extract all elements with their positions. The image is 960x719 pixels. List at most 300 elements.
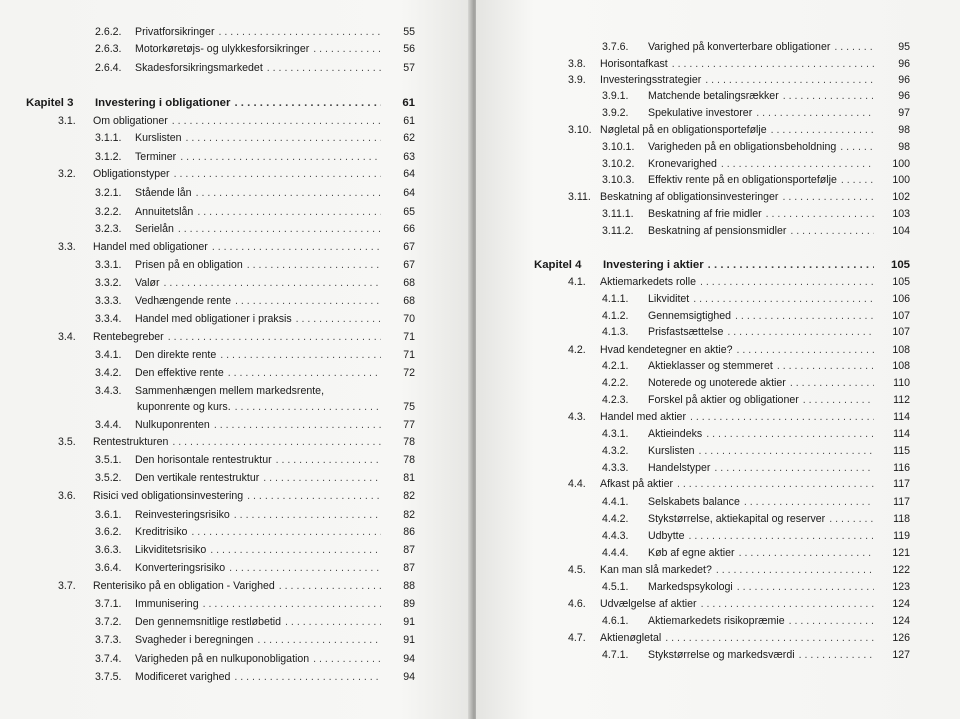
toc-entry-title: Skadesforsikringsmarkedet <box>135 62 263 74</box>
toc-entry-number: 4.7.1. <box>602 649 629 661</box>
toc-page-number: 64 <box>403 187 415 199</box>
toc-entry <box>602 393 910 407</box>
toc-entry <box>602 427 910 441</box>
toc-entry-number: 3.2.2. <box>95 206 122 218</box>
toc-entry <box>568 410 910 424</box>
toc-leader-dots <box>665 631 874 645</box>
toc-entry-title: Beskatning af pensionsmidler <box>648 225 787 237</box>
toc-page-number: 81 <box>403 472 415 484</box>
toc-page-number: 107 <box>892 310 910 322</box>
toc-entry <box>58 330 415 344</box>
toc-entry-title: Kurslisten <box>135 132 182 144</box>
toc-page-number: 77 <box>403 419 415 431</box>
toc-entry <box>568 57 910 71</box>
toc-entry-title: Den effektive rente <box>135 367 224 379</box>
toc-entry-title: Aktieindeks <box>648 428 703 440</box>
toc-entry-title: Rentebegreber <box>93 331 164 343</box>
toc-entry-number: Kapitel 4 <box>534 259 582 271</box>
toc-leader-dots <box>313 652 381 666</box>
toc-entry <box>602 512 910 526</box>
toc-page-number: 103 <box>892 208 910 220</box>
toc-entry <box>95 384 415 398</box>
toc-entry-number: 3.6.3. <box>95 544 122 556</box>
toc-entry <box>95 258 415 272</box>
toc-entry-title: Investering i aktier <box>603 259 704 271</box>
toc-leader-dots <box>180 150 381 164</box>
toc-entry-number: 4.5.1. <box>602 581 629 593</box>
toc-entry <box>568 477 910 491</box>
toc-page-number: 55 <box>403 26 415 38</box>
toc-page-number: 100 <box>892 158 910 170</box>
toc-entry-number: 3.2.1. <box>95 187 122 199</box>
toc-page-number: 72 <box>403 367 415 379</box>
toc-entry-title: Investeringsstrategier <box>600 74 702 86</box>
toc-entry-number: 4.3.3. <box>602 462 629 474</box>
toc-entry-title: Annuitetslån <box>135 206 194 218</box>
toc-leader-dots <box>693 292 874 306</box>
toc-entry-title: Svagheder i beregningen <box>135 634 254 646</box>
toc-entry-title: Prisfastsættelse <box>648 326 724 338</box>
toc-page-number: 118 <box>893 513 910 525</box>
toc-entry <box>602 224 910 238</box>
toc-page-number: 112 <box>893 394 910 406</box>
toc-entry-title: Terminer <box>135 151 177 163</box>
toc-entry-number: 3.4. <box>58 331 76 343</box>
toc-entry-title: Rentestrukturen <box>93 436 169 448</box>
toc-entry-number: 3.10.3. <box>602 174 635 186</box>
toc-leader-dots <box>737 343 874 357</box>
toc-entry <box>602 157 910 171</box>
toc-entry <box>602 529 910 543</box>
toc-entry-number: 3.3. <box>58 241 76 253</box>
toc-entry-number: 4.3.1. <box>602 428 629 440</box>
toc-entry-number: 4.6. <box>568 598 586 610</box>
toc-leader-dots <box>739 546 874 560</box>
toc-entry-number: 3.7.5. <box>95 671 122 683</box>
toc-entry-number: 4.1.3. <box>602 326 629 338</box>
toc-page-number: 108 <box>892 344 910 356</box>
toc-page-number: 122 <box>892 564 910 576</box>
toc-page-number: 94 <box>403 653 415 665</box>
toc-page-number: 71 <box>403 349 415 361</box>
toc-entry-title: Nulkuponrenten <box>135 419 210 431</box>
toc-page-number: 121 <box>892 547 910 559</box>
toc-entry-number: 3.7.4. <box>95 653 122 665</box>
toc-page-number: 91 <box>403 634 415 646</box>
toc-entry-title: Serielån <box>135 223 174 235</box>
toc-page-number: 82 <box>403 509 415 521</box>
toc-entry-title: Hvad kendetegner en aktie? <box>600 344 733 356</box>
toc-entry-number: 3.8. <box>568 58 586 70</box>
toc-page-number: 70 <box>403 313 415 325</box>
toc-page-number: 117 <box>893 496 910 508</box>
toc-entry-number: 4.2. <box>568 344 586 356</box>
toc-entry <box>602 580 910 594</box>
toc-entry-number: 4.5. <box>568 564 586 576</box>
toc-entry <box>602 309 910 323</box>
toc-page-number: 89 <box>403 598 415 610</box>
toc-entry <box>602 546 910 560</box>
toc-leader-dots <box>168 330 381 344</box>
toc-leader-dots <box>257 633 381 647</box>
toc-page-number: 56 <box>403 43 415 55</box>
toc-leader-dots <box>766 207 874 221</box>
toc-entry <box>95 25 415 39</box>
toc-entry <box>602 495 910 509</box>
toc-entry-title: Stykstørrelse og markedsværdi <box>648 649 795 661</box>
toc-leader-dots <box>677 477 874 491</box>
toc-entry-title: Aktieklasser og stemmeret <box>648 360 773 372</box>
toc-page-number: 95 <box>898 41 910 53</box>
toc-leader-dots <box>218 25 381 39</box>
toc-leader-dots <box>172 114 381 128</box>
toc-entry-number: 3.1.2. <box>95 151 122 163</box>
toc-entry-title: Den direkte rente <box>135 349 217 361</box>
toc-entry-title: Renterisiko på en obligation - Varighed <box>93 580 275 592</box>
toc-entry <box>602 140 910 154</box>
toc-page-number: 78 <box>403 454 415 466</box>
toc-entry-title: Kan man slå markedet? <box>600 564 712 576</box>
toc-entry-number: 4.4. <box>568 478 586 490</box>
toc-leader-dots <box>220 348 381 362</box>
toc-entry <box>95 561 415 575</box>
toc-entry-title: Gennemsigtighed <box>648 310 732 322</box>
toc-entry-number: 4.1.2. <box>602 310 629 322</box>
toc-entry-title: Afkast på aktier <box>600 478 674 490</box>
toc-page-number: 66 <box>403 223 415 235</box>
toc-entry-number: 3.10.2. <box>602 158 635 170</box>
toc-entry-number: 3.11. <box>568 191 591 203</box>
toc-page-number: 123 <box>892 581 910 593</box>
toc-entry-number: 4.2.3. <box>602 394 629 406</box>
toc-leader-dots <box>234 96 381 110</box>
toc-entry-number: Kapitel 3 <box>26 97 74 109</box>
toc-entry <box>95 615 415 629</box>
toc-leader-dots <box>799 648 874 662</box>
toc-leader-dots <box>727 325 874 339</box>
toc-entry <box>95 453 415 467</box>
toc-entry-number: 3.7.3. <box>95 634 122 646</box>
toc-entry-number: 3.6.1. <box>95 509 122 521</box>
toc-entry-number: 3.5.2. <box>95 472 122 484</box>
toc-entry-number: 4.6.1. <box>602 615 629 627</box>
toc-entry <box>95 418 415 432</box>
toc-entry <box>568 343 910 357</box>
toc-entry <box>95 42 415 56</box>
toc-entry-number: 3.3.2. <box>95 277 122 289</box>
toc-leader-dots <box>247 258 381 272</box>
toc-entry-title: Selskabets balance <box>648 496 740 508</box>
toc-leader-dots <box>279 579 381 593</box>
toc-page-number: 114 <box>893 411 910 423</box>
toc-leader-dots <box>756 106 874 120</box>
toc-entry-number: 4.4.1. <box>602 496 629 508</box>
toc-entry-title: Kreditrisiko <box>135 526 188 538</box>
toc-page-number: 67 <box>403 259 415 271</box>
toc-entry-title: Valør <box>135 277 160 289</box>
toc-entry-number: 4.7. <box>568 632 586 644</box>
toc-leader-dots <box>744 495 874 509</box>
toc-entry-number: 3.1. <box>58 115 76 127</box>
toc-entry <box>602 89 910 103</box>
toc-entry-number: 4.4.3. <box>602 530 629 542</box>
toc-page-number: 105 <box>890 259 910 271</box>
toc-entry <box>602 292 910 306</box>
toc-entry-title: Matchende betalingsrækker <box>648 90 779 102</box>
toc-entry-title: Handelstyper <box>648 462 711 474</box>
toc-entry <box>95 508 415 522</box>
toc-page-number: 119 <box>893 530 910 542</box>
toc-entry <box>602 461 910 475</box>
toc-entry <box>95 652 415 666</box>
toc-entry-number: 3.7. <box>58 580 76 592</box>
toc-page-number: 124 <box>892 598 910 610</box>
toc-leader-dots <box>191 525 381 539</box>
toc-page-number: 102 <box>892 191 910 203</box>
toc-page-number: 71 <box>403 331 415 343</box>
toc-entry-title: kuponrente og kurs. <box>137 401 231 413</box>
toc-leader-dots <box>700 275 874 289</box>
toc-entry-title: Nøgletal på en obligationsportefølje <box>600 124 767 136</box>
toc-page-number: 61 <box>402 97 415 109</box>
toc-entry-number: 3.5.1. <box>95 454 122 466</box>
toc-entry-number: 3.9.1. <box>602 90 629 102</box>
toc-entry <box>95 186 415 200</box>
toc-page-number: 96 <box>898 74 910 86</box>
toc-entry <box>58 167 415 181</box>
toc-page-number: 57 <box>403 62 415 74</box>
toc-entry <box>137 400 415 414</box>
toc-leader-dots <box>706 427 874 441</box>
toc-entry-number: 3.9.2. <box>602 107 629 119</box>
toc-entry-number: 3.1.1. <box>95 132 122 144</box>
toc-entry-number: 2.6.4. <box>95 62 122 74</box>
toc-entry-number: 3.4.4. <box>95 419 122 431</box>
toc-entry <box>95 131 415 145</box>
toc-page-number: 98 <box>898 124 910 136</box>
toc-entry-number: 3.6.2. <box>95 526 122 538</box>
toc-entry <box>602 106 910 120</box>
toc-entry-title: Likviditet <box>648 293 690 305</box>
toc-page-number: 117 <box>893 478 910 490</box>
toc-page-number: 68 <box>403 295 415 307</box>
toc-leader-dots <box>782 190 874 204</box>
toc-entry-title: Aktiemarkedets risikopræmie <box>648 615 785 627</box>
toc-entry-number: 3.7.2. <box>95 616 122 628</box>
toc-entry-number: 3.10.1. <box>602 141 635 153</box>
toc-entry <box>602 648 910 662</box>
toc-entry-number: 3.4.3. <box>95 385 122 397</box>
toc-entry-title: Kurslisten <box>648 445 695 457</box>
toc-page-number: 98 <box>898 141 910 153</box>
toc-leader-dots <box>699 444 874 458</box>
toc-entry-title: Spekulative investorer <box>648 107 753 119</box>
toc-entry-number: 3.5. <box>58 436 76 448</box>
toc-entry-number: 4.3. <box>568 411 586 423</box>
toc-leader-dots <box>164 276 381 290</box>
toc-page-number: 115 <box>893 445 910 457</box>
toc-entry <box>95 525 415 539</box>
toc-entry-title: Horisontafkast <box>600 58 668 70</box>
toc-leader-dots <box>234 670 381 684</box>
toc-leader-dots <box>214 418 381 432</box>
toc-entry-title: Konverteringsrisiko <box>135 562 226 574</box>
toc-leader-dots <box>267 61 381 75</box>
toc-entry <box>568 123 910 137</box>
toc-leader-dots <box>735 309 874 323</box>
toc-entry-title: Sammenhængen mellem markedsrente, <box>135 385 325 397</box>
toc-leader-dots <box>234 508 381 522</box>
toc-page-number: 104 <box>892 225 910 237</box>
toc-leader-dots <box>178 222 381 236</box>
toc-entry <box>602 444 910 458</box>
toc-entry <box>58 435 415 449</box>
toc-leader-dots <box>803 393 874 407</box>
toc-entry-number: 3.3.1. <box>95 259 122 271</box>
toc-entry-number: 3.11.1. <box>602 208 634 220</box>
toc-entry-title: Handel med obligationer i praksis <box>135 313 292 325</box>
toc-entry-number: 3.6. <box>58 490 76 502</box>
toc-page-number: 91 <box>403 616 415 628</box>
toc-leader-dots <box>228 366 381 380</box>
toc-entry <box>95 633 415 647</box>
toc-entry-number: 4.3.2. <box>602 445 629 457</box>
toc-leader-dots <box>196 186 381 200</box>
toc-entry-title: Køb af egne aktier <box>648 547 735 559</box>
toc-page-number: 105 <box>892 276 910 288</box>
toc-entry <box>568 631 910 645</box>
toc-page-number: 87 <box>403 562 415 574</box>
toc-leader-dots <box>313 42 381 56</box>
toc-entry-title: Immunisering <box>135 598 199 610</box>
toc-entry-number: 3.9. <box>568 74 586 86</box>
toc-entry <box>95 205 415 219</box>
toc-entry <box>95 312 415 326</box>
toc-leader-dots <box>235 400 381 414</box>
toc-leader-dots <box>212 240 381 254</box>
toc-leader-dots <box>235 294 381 308</box>
toc-entry-number: 3.4.2. <box>95 367 122 379</box>
toc-entry-title: Investering i obligationer <box>95 97 231 109</box>
toc-entry-title: Reinvesteringsrisiko <box>135 509 230 521</box>
toc-entry-number: 4.1. <box>568 276 586 288</box>
toc-leader-dots <box>841 173 874 187</box>
toc-leader-dots <box>721 157 874 171</box>
toc-entry-number: 2.6.2. <box>95 26 122 38</box>
toc-page-number: 75 <box>403 401 415 413</box>
toc-entry <box>602 614 910 628</box>
toc-leader-dots <box>737 580 874 594</box>
toc-entry <box>95 366 415 380</box>
toc-entry-title: Vedhængende rente <box>135 295 232 307</box>
toc-entry-title: Risici ved obligationsinvestering <box>93 490 244 502</box>
toc-leader-dots <box>708 258 874 272</box>
toc-page-number: 116 <box>893 462 910 474</box>
toc-leader-dots <box>716 563 874 577</box>
toc-entry <box>602 173 910 187</box>
toc-page-number: 108 <box>892 360 910 372</box>
toc-entry-title: Udbytte <box>648 530 685 542</box>
toc-leader-dots <box>296 312 381 326</box>
toc-leader-dots <box>783 89 874 103</box>
toc-entry <box>58 489 415 503</box>
toc-entry-number: 4.2.1. <box>602 360 629 372</box>
toc-entry-title: Privatforsikringer <box>135 26 215 38</box>
toc-entry-title: Obligationstyper <box>93 168 170 180</box>
toc-page-number: 100 <box>892 174 910 186</box>
toc-leader-dots <box>834 40 874 54</box>
toc-entry <box>602 376 910 390</box>
toc-entry-title: Effektiv rente på en obligationsportefølje <box>648 174 837 186</box>
toc-entry-number: 3.7.6. <box>602 41 629 53</box>
toc-entry <box>602 325 910 339</box>
toc-entry-number: 4.1.1. <box>602 293 629 305</box>
toc-entry <box>58 579 415 593</box>
toc-entry-title: Noterede og unoterede aktier <box>648 377 786 389</box>
toc-entry <box>602 40 910 54</box>
toc-page-number: 67 <box>403 241 415 253</box>
toc-entry-title: Handel med obligationer <box>93 241 208 253</box>
toc-entry <box>95 597 415 611</box>
toc-entry-title: Varigheden på en nulkuponobligation <box>135 653 310 665</box>
toc-leader-dots <box>705 73 874 87</box>
toc-entry-title: Markedspsykologi <box>648 581 733 593</box>
toc-page-number: 63 <box>403 151 415 163</box>
toc-entry-title: Om obligationer <box>93 115 168 127</box>
toc-entry-number: 4.2.2. <box>602 377 629 389</box>
toc-entry <box>95 670 415 684</box>
toc-page-number: 86 <box>403 526 415 538</box>
toc-page-number: 96 <box>898 58 910 70</box>
toc-leader-dots <box>285 615 381 629</box>
toc-page-number: 65 <box>403 206 415 218</box>
toc-page-number: 61 <box>403 115 415 127</box>
toc-entry-number: 3.3.4. <box>95 313 122 325</box>
toc-leader-dots <box>790 376 874 390</box>
toc-leader-dots <box>197 205 381 219</box>
toc-entry-number: 4.4.4. <box>602 547 629 559</box>
toc-page-number: 78 <box>403 436 415 448</box>
toc-entry-title: Handel med aktier <box>600 411 686 423</box>
toc-chapter-entry <box>534 258 910 272</box>
toc-leader-dots <box>777 359 874 373</box>
toc-entry <box>568 597 910 611</box>
toc-leader-dots <box>714 461 874 475</box>
toc-entry <box>95 222 415 236</box>
toc-entry <box>568 190 910 204</box>
toc-page-number: 64 <box>403 168 415 180</box>
toc-leader-dots <box>276 453 381 467</box>
toc-entry-number: 3.7.1. <box>95 598 122 610</box>
toc-leader-dots <box>689 529 874 543</box>
toc-entry <box>58 114 415 128</box>
toc-leader-dots <box>840 140 874 154</box>
toc-entry-number: 3.2. <box>58 168 76 180</box>
toc-leader-dots <box>203 597 381 611</box>
toc-entry <box>95 348 415 362</box>
toc-page-number: 110 <box>893 377 910 389</box>
toc-leader-dots <box>247 489 381 503</box>
toc-page-number: 127 <box>892 649 910 661</box>
toc-page-number: 68 <box>403 277 415 289</box>
toc-entry <box>568 73 910 87</box>
toc-leader-dots <box>829 512 874 526</box>
toc-page-number: 62 <box>403 132 415 144</box>
toc-entry <box>58 240 415 254</box>
toc-entry-title: Kronevarighed <box>648 158 717 170</box>
toc-entry-number: 3.4.1. <box>95 349 122 361</box>
toc-entry-number: 3.10. <box>568 124 592 136</box>
